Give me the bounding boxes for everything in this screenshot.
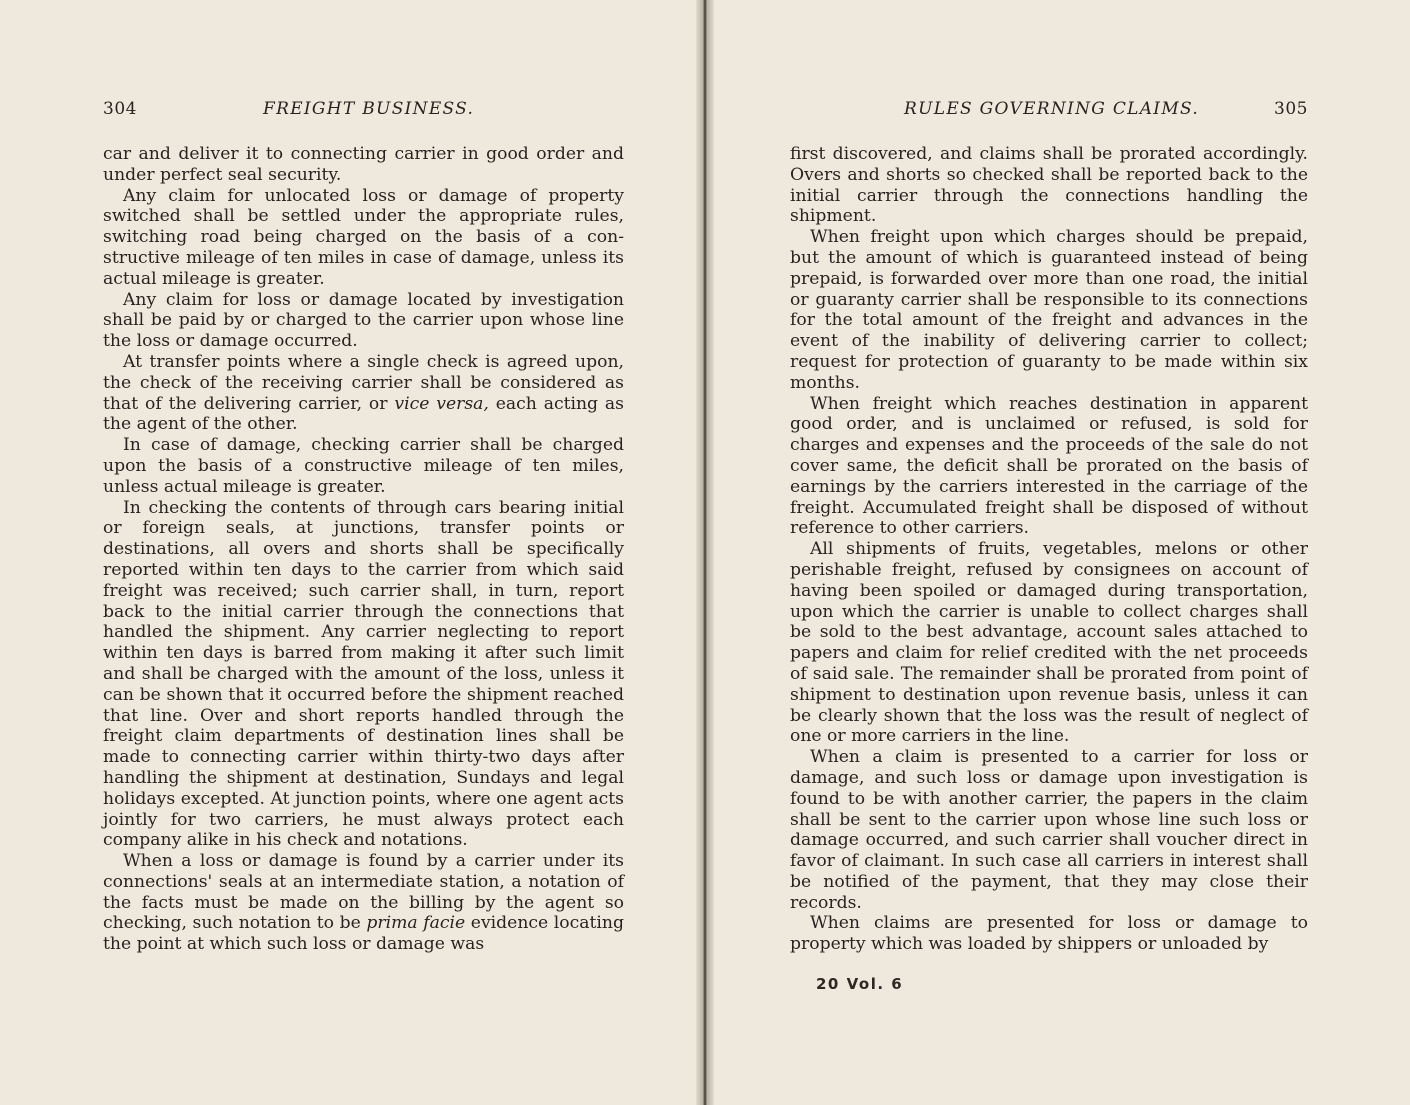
paragraph <box>790 227 1308 393</box>
paragraph <box>103 290 624 352</box>
italic-phrase: prima facie <box>366 913 466 934</box>
left-running-head-title: FREIGHT BUSINESS. <box>263 99 475 119</box>
right-page <box>706 0 1410 1105</box>
left-page <box>0 0 704 1105</box>
paragraph-text: each acting as the agent of the other. <box>103 393 624 435</box>
right-running-head-title: RULES GOVERNING CLAIMS. <box>904 99 1200 119</box>
paragraph-text: first discovered, and claims shall be prorated accordingly. Overs and shorts so checked shall be reported back to the initial carrier through the connections handling the shipment. <box>790 144 1308 227</box>
paragraph-text: All shipments of fruits, vegetables, melons or other perishable freight, refused by consignees on account of having been spoiled or damaged during transportation, upon which the carrier is unable to collect charges shall be sold to the best advantage, account sales attached to papers and claim for relief credited with the net proceeds of said sale. The remainder shall be prorated from point of shipment to destination upon revenue basis, unless it can be clearly shown that the loss was the result of neglect of one or more carriers in the line. <box>790 539 1308 747</box>
right-body-text <box>790 144 1308 955</box>
signature-mark: 20 Vol. 6 <box>816 975 904 993</box>
left-page-number: 304 <box>103 99 137 119</box>
paragraph <box>103 144 624 186</box>
paragraph <box>103 498 624 852</box>
paragraph-text: When a loss or damage is found by a carrier under its connections' seals at an intermediate station, a notation of the facts must be made on the billing by the agent so checking, such notation to be <box>103 851 624 934</box>
paragraph <box>103 435 624 497</box>
paragraph-text: When claims are presented for loss or damage to property which was loaded by shippers or unloaded by <box>790 913 1308 955</box>
paragraph <box>790 394 1308 540</box>
italic-phrase: vice versa, <box>394 393 489 414</box>
paragraph-text: At transfer points where a single check is agreed upon, the check of the receiving carrier shall be considered as that of the delivering carrier, or <box>103 351 624 414</box>
paragraph <box>103 352 624 435</box>
paragraph-text: When a claim is presented to a carrier for loss or damage, and such loss or damage upon investigation is found to be with another carrier, the papers in the claim shall be sent to the carrier upon whose line such loss or damage occurred, and such carrier shall voucher direct in favor of claimant. In such case all carriers in interest shall be notified of the payment, that they may close their records. <box>790 747 1308 913</box>
paragraph-text: car and deliver it to connecting carrier in good order and under perfect seal security. <box>103 144 624 185</box>
paragraph-text: When freight upon which charges should be prepaid, but the amount of which is guaranteed instead of being prepaid, is forwarded over more than one road, the initial or guaranty carrier shall be responsible to its connections for the total amount of the freight and advances in the event of the inability of delivering carrier to collect; request for protection of guaranty to be made within six months. <box>790 227 1308 393</box>
paragraph <box>790 913 1308 955</box>
paragraph <box>103 851 624 955</box>
paragraph <box>103 186 624 290</box>
left-running-head <box>103 96 624 122</box>
book-gutter <box>696 0 714 1105</box>
paragraph-text: evidence locating the point at which such loss or damage was <box>103 913 624 955</box>
paragraph-text: Any claim for unlocated loss or damage of property switched shall be settled under the appropriate rules, switching road being charged on the basis of a constructive mileage of ten miles in case of damage, unless its actual mileage is greater. <box>103 185 624 289</box>
right-running-head <box>790 96 1308 122</box>
paragraph <box>790 144 1308 227</box>
paragraph-text: Any claim for loss or damage located by investigation shall be paid by or charged to the carrier upon whose line the loss or damage occurred. <box>103 289 624 352</box>
paragraph <box>790 747 1308 913</box>
paragraph-text: When freight which reaches destination in apparent good order, and is unclaimed or refused, is sold for charges and expenses and the proceeds of the sale do not cover same, the deficit shall be prorated on the basis of earnings by the carriers interested in the carriage of the freight. Accumulated freight shall be disposed of without reference to other carriers. <box>790 393 1308 539</box>
left-body-text <box>103 144 624 955</box>
paragraph-text: In checking the contents of through cars bearing initial or foreign seals, at junctions, transfer points or destinations, all overs and shorts shall be specifically reported within ten days to the carrier from which said freight was received; such carrier shall, in turn, report back to the initial carrier through the connections that handled the shipment. Any carrier neglecting to report within ten days is barred from making it after such limit and shall be charged with the amount of the loss, unless it can be shown that it occurred before the shipment reached that line. Over and short reports handled through the freight claim departments of destination lines shall be made to connecting carrier within thirty-two days after handling the shipment at destination, Sundays and legal holidays excepted. At junction points, where one agent acts jointly for two carriers, he must always protect each company alike in his check and notations. <box>103 497 624 851</box>
paragraph <box>790 539 1308 747</box>
right-page-number: 305 <box>1274 99 1308 119</box>
paragraph-text: In case of damage, checking carrier shall be charged upon the basis of a constructive mileage of ten miles, unless actual mileage is greater. <box>103 435 624 497</box>
